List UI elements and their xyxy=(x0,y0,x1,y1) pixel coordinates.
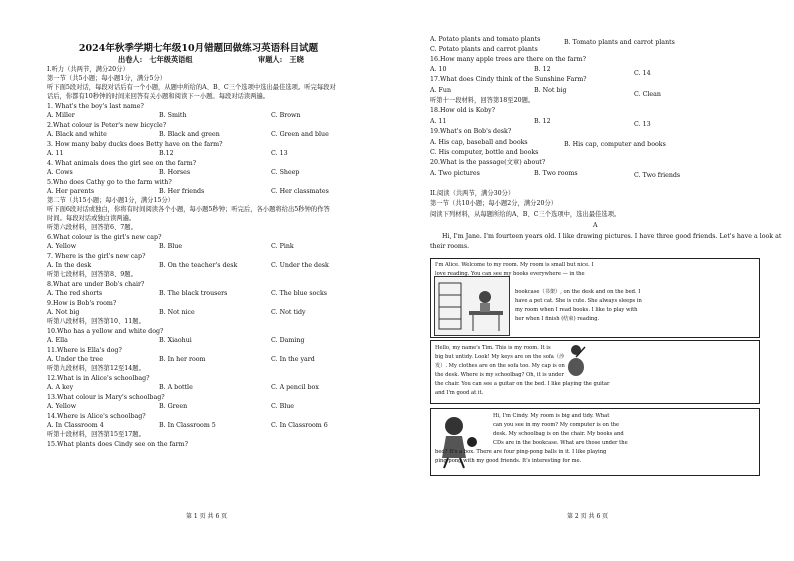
text-line: A. The red shorts xyxy=(47,290,103,297)
text-line: 8.What are under Bob's chair? xyxy=(47,281,145,288)
box-text-line: her when I finish (结束) reading. xyxy=(515,316,600,322)
text-line: 16.How many apple trees are there on the farm? xyxy=(430,56,586,63)
text-line: 1. What's the boy's last name? xyxy=(47,103,144,110)
guitar-player-icon xyxy=(563,343,589,379)
text-line: A. Fun xyxy=(430,87,452,94)
text-line: 听第十段材料，回答第15至17题。 xyxy=(47,431,145,438)
box-text-line: the chair. You can see a guitar on the bed. I like playing the guitar xyxy=(435,381,610,387)
text-line: B.12 xyxy=(159,150,174,157)
text-line: B. 12 xyxy=(534,66,551,73)
box-text-line: my room when I read books. I like to play with xyxy=(515,307,638,313)
text-line: B. 12 xyxy=(534,118,551,125)
alice-room-box xyxy=(430,258,760,338)
box-text-line: bed? It's a box. There are four ping-pong balls in it. I like playing xyxy=(435,449,607,455)
text-line: A. In the desk xyxy=(47,262,92,269)
text-line: B. On the teacher's desk xyxy=(159,262,238,269)
text-line: 19.What's on Bob's desk? xyxy=(430,128,512,135)
text-line: A. Yellow xyxy=(47,403,77,410)
text-line: 第一节（共10小题；每小题2分，满分20分） xyxy=(430,200,558,207)
text-line: 3. How many baby ducks does Betty have on the farm? xyxy=(47,141,223,148)
text-line: B. Green xyxy=(159,403,188,410)
text-line: Hi, I'm Jane. I'm fourteen years old. I like drawing pictures. I have three good friends. Let's have a look at xyxy=(442,233,782,240)
text-line: B. Black and green xyxy=(159,131,220,138)
text-line: A. Potato plants and tomato plants xyxy=(430,36,541,43)
box-text-line: Hi, I'm Cindy. My room is big and tidy. What xyxy=(493,413,610,419)
text-line: A. Miller xyxy=(47,112,75,119)
text-line: C. 13 xyxy=(271,150,288,157)
text-line: B. A bottle xyxy=(159,384,193,391)
text-line: C. In the yard xyxy=(271,356,315,363)
text-line: A. 11 xyxy=(430,118,447,125)
exam-title: 2024年秋季学期七年级10月错题回做练习英语科目试题 xyxy=(78,43,319,54)
text-line: B. Two rooms xyxy=(534,170,578,177)
text-line: A. Two pictures xyxy=(430,170,480,177)
text-line: 听下面5段对话，每段对话后有一个小题，从题中所给的A、B、C三个选项中选出最佳选项。听完每段对 xyxy=(47,84,336,91)
text-line: B. The black trousers xyxy=(159,290,228,297)
text-line: A. Not big xyxy=(47,309,80,316)
text-line: 5.Who does Cathy go to the farm with? xyxy=(47,179,172,186)
text-line: 7. Where is the girl's new cap? xyxy=(47,253,146,260)
text-line: 17.What does Cindy think of the Sunshine Farm? xyxy=(430,76,587,83)
box-text-line: and I'm good at it. xyxy=(435,390,484,396)
text-line: 听第六段材料，回答第6、7题。 xyxy=(47,224,137,231)
text-line: 听第七段材料，回答第8、9题。 xyxy=(47,271,137,278)
text-line: II.阅读（共两节，满分30分） xyxy=(430,190,515,197)
text-line: A. Ella xyxy=(47,337,68,344)
text-line: C. Her classmates xyxy=(271,188,329,195)
text-line: 15.What plants does Cindy see on the farm? xyxy=(47,441,188,448)
page-2 xyxy=(397,0,794,561)
text-line: C. Blue xyxy=(271,403,295,410)
text-line: 听第八段材料，回答第10、11题。 xyxy=(47,318,145,325)
box-text-line: ping-pong with my good friends. It's interesting for me. xyxy=(435,458,582,464)
text-line: 时间。每段对话或独白读两遍。 xyxy=(47,215,136,222)
text-line: 6.What colour is the girl's new cap? xyxy=(47,234,162,241)
alice-room-picture xyxy=(434,276,510,336)
text-line: B. Not big xyxy=(534,87,567,94)
setter-line: 出卷人: 七年级英语组 xyxy=(118,55,193,64)
box-text-line: the desk. Where is my schoolbag? Oh, it is under xyxy=(435,372,564,378)
text-line: 14.Where is Alice's schoolbag? xyxy=(47,413,146,420)
text-line: 4. What animals does the girl see on the farm? xyxy=(47,160,197,167)
text-line: B. Blue xyxy=(159,243,183,250)
text-line: C. 13 xyxy=(634,121,651,128)
box-text-line: I'm Alice. Welcome to my room. My room is small but nice. I xyxy=(435,262,594,268)
text-line: 13.What colour is Mary's schoolbag? xyxy=(47,394,165,401)
bookcase-girl-icon xyxy=(435,277,509,335)
text-line: C. Pink xyxy=(271,243,294,250)
text-line: B. Xiaohui xyxy=(159,337,192,344)
text-line: C. Green and blue xyxy=(271,131,329,138)
text-line: their rooms. xyxy=(430,243,470,250)
box-text-line: love reading. You can see my books everywhere — in the xyxy=(435,271,585,277)
text-line: A. A key xyxy=(47,384,74,391)
text-line: A. Under the tree xyxy=(47,356,103,363)
text-line: C. Clean xyxy=(634,91,661,98)
text-line: C. A pencil box xyxy=(271,384,319,391)
text-line: A. Her parents xyxy=(47,188,95,195)
text-line: 9.How is Bob's room? xyxy=(47,300,117,307)
text-line: B. In Classroom 5 xyxy=(159,422,216,429)
text-line: C. Not tidy xyxy=(271,309,306,316)
text-line: A. 10 xyxy=(430,66,447,73)
text-line: C. In Classroom 6 xyxy=(271,422,328,429)
text-line: A. In Classroom 4 xyxy=(47,422,104,429)
text-line: C. Under the desk xyxy=(271,262,329,269)
box-text-line: Hello, my name's Tim. This is my room. It is xyxy=(435,345,551,351)
page-2-footer: 第 2 页 共 6 页 xyxy=(567,513,609,520)
text-line: A. Black and white xyxy=(47,131,107,138)
box-text-line: CDs are in the bookcase. What are those under the xyxy=(493,440,628,446)
text-line: 12.What is in Alice's schoolbag? xyxy=(47,375,150,382)
text-line: A. His cap, baseball and books xyxy=(430,139,528,146)
text-line: C. Brown xyxy=(271,112,301,119)
text-line: C. His computer, bottle and books xyxy=(430,149,539,156)
text-line: 11.Where is Ella's dog? xyxy=(47,347,122,354)
text-line: 听下面6段对话或独白，你将有时间阅读各个小题，每小题5秒钟；听完后，各小题将给出5秒钟的作答 xyxy=(47,206,330,213)
box-text-line: desk. My schoolbag is on the chair. My books and xyxy=(493,431,624,437)
box-text-line: have a pet cat. She is cute. She always sleeps in xyxy=(515,298,642,304)
text-line: 话后，你都有10秒钟的时间来回答有关小题和阅读下一小题。每段对话读两遍。 xyxy=(47,93,270,100)
box-text-line: bookcase（书架）, on the desk and on the bed. I xyxy=(515,289,641,295)
text-line: C. Sheep xyxy=(271,169,300,176)
text-line: B. Not nice xyxy=(159,309,195,316)
text-line: 听第十一段材料，回答第18至20题。 xyxy=(430,97,535,104)
text-line: A. Yellow xyxy=(47,243,77,250)
box-text-line: 发）. My clothes are on the sofa too. My cap is on xyxy=(435,363,565,369)
text-line: C. 14 xyxy=(634,70,651,77)
cindy-room-box xyxy=(430,408,760,476)
text-line: B. Her friends xyxy=(159,188,205,195)
box-text-line: big but untidy. Look! My keys are on the sofa（沙 xyxy=(435,354,565,360)
reviewer-line: 审题人: 王晓 xyxy=(258,55,304,64)
text-line: B. Smith xyxy=(159,112,187,119)
text-line: 2.What colour is Peter's new bicycle? xyxy=(47,122,167,129)
text-line: 第二节（共15小题；每小题1分，满分15分） xyxy=(47,197,175,204)
text-line: A. 11 xyxy=(47,150,64,157)
text-line: C. Potato plants and carrot plants xyxy=(430,46,538,53)
text-line: I.听力（共两节，满分20分） xyxy=(47,66,129,73)
text-line: 听第九段材料，回答第12至14题。 xyxy=(47,365,145,372)
text-line: 第一节（共5小题；每小题1分，满分5分） xyxy=(47,75,167,82)
text-line: C. The blue socks xyxy=(271,290,328,297)
text-line: 20.What is the passage(文章) about? xyxy=(430,159,546,166)
text-line: B. His cap, computer and books xyxy=(564,141,666,148)
text-line: B. Tomato plants and carrot plants xyxy=(564,39,675,46)
text-line: 阅读下列材料，从每题所给的A、B、C三个选项中，选出最佳选项。 xyxy=(430,211,621,218)
text-line: C. Two friends xyxy=(634,172,681,179)
page-1-footer: 第 1 页 共 6 页 xyxy=(186,513,228,520)
text-line: 10.Who has a yellow and white dog? xyxy=(47,328,164,335)
text-line: 18.How old is Koby? xyxy=(430,107,496,114)
text-line: B. In her room xyxy=(159,356,206,363)
box-text-line: can you see in my room? My computer is on the xyxy=(493,422,620,428)
text-line: C. Daming xyxy=(271,337,305,344)
text-line: A xyxy=(593,222,598,229)
tim-room-box xyxy=(430,340,760,404)
tim-guitar-picture xyxy=(563,343,589,379)
text-line: B. Horses xyxy=(159,169,191,176)
text-line: A. Cows xyxy=(47,169,73,176)
